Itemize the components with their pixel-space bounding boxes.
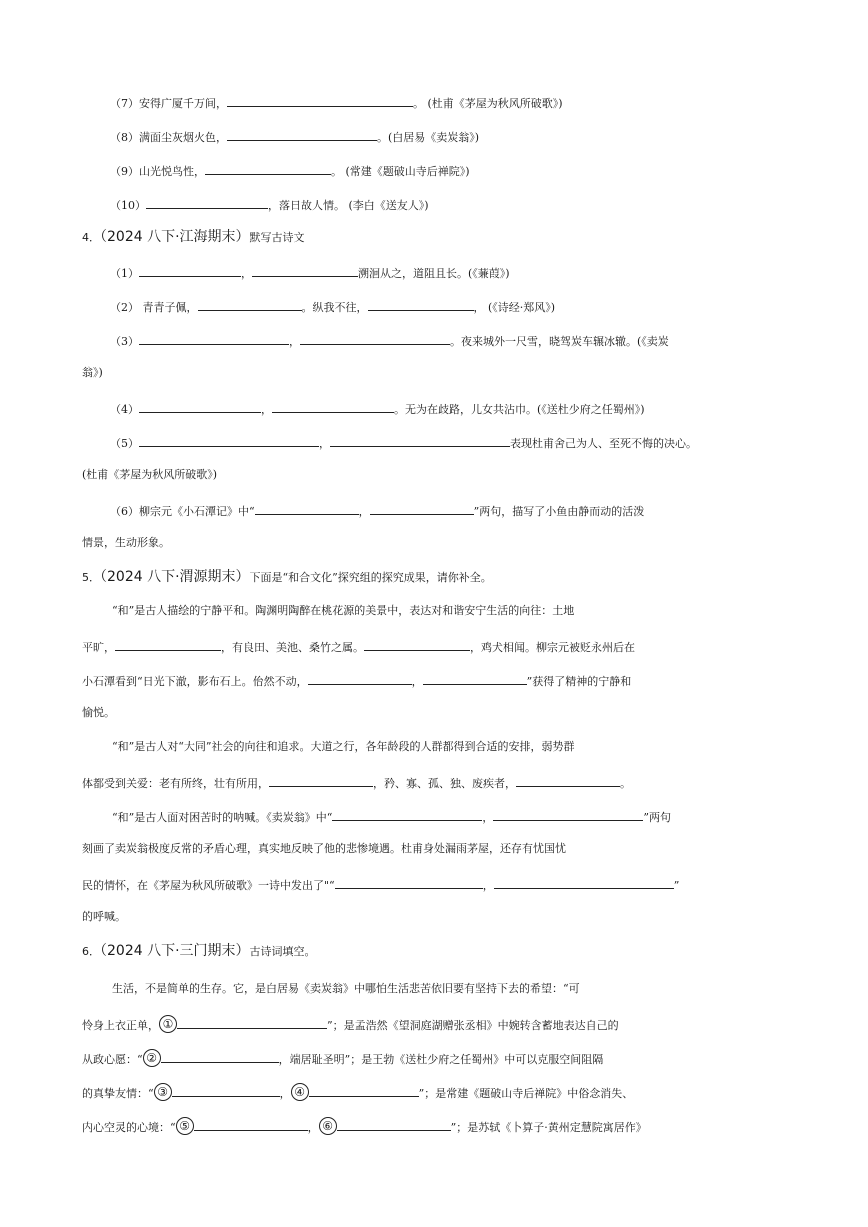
answer-blank[interactable] — [115, 635, 221, 651]
q6-line-3 — [0, 1047, 868, 1070]
text: （3） — [110, 335, 139, 348]
text: ， — [482, 811, 494, 824]
q6-header — [0, 941, 868, 962]
text: （8）满面尘灰烟火色， — [110, 131, 227, 144]
answer-blank[interactable] — [255, 499, 359, 515]
answer-blank[interactable] — [194, 1115, 308, 1131]
text: 。纵我不往， — [301, 301, 368, 314]
text: （10） — [110, 199, 146, 212]
q6-line-5 — [0, 1115, 868, 1138]
text: 从政心愿：“ — [82, 1053, 143, 1066]
q4-item-5 — [0, 431, 868, 454]
text: ， — [241, 267, 252, 280]
q5-paragraph-3 — [0, 839, 868, 859]
text: “和”是古人对“大同”社会的向往和追求。大道之行，各年龄段的人群都得到合适的安排，弱势群 — [112, 740, 575, 753]
q4-item-5-cont — [0, 465, 868, 485]
answer-blank[interactable] — [494, 873, 674, 889]
answer-blank[interactable] — [335, 873, 483, 889]
text: ，鸡犬相闻。柳宗元被贬永州后在 — [470, 641, 635, 654]
q5-paragraph-1 — [0, 635, 868, 658]
q4-item-6-cont — [0, 533, 868, 553]
answer-blank[interactable] — [205, 159, 331, 175]
text: 表现杜甫舍己为人、至死不悔的决心。 — [510, 437, 697, 450]
answer-blank[interactable] — [269, 771, 373, 787]
q4-header — [0, 227, 868, 248]
circled-number: ① — [159, 1015, 177, 1033]
text: 。 (杜甫《茅屋为秋风所破歌》) — [413, 97, 563, 110]
text: ”两句，描写了小鱼由静而动的活泼 — [473, 505, 645, 518]
q3-item-7 — [0, 91, 868, 114]
q4-item-2 — [0, 295, 868, 318]
q3-item-10 — [0, 193, 868, 216]
circled-number: ④ — [291, 1083, 309, 1101]
text: （6）柳宗元《小石潭记》中“ — [110, 505, 255, 518]
answer-blank[interactable] — [516, 771, 620, 787]
text: ”；是苏轼《卜算子·黄州定慧院寓居作》 — [450, 1121, 647, 1134]
question-stem: 古诗词填空。 — [249, 945, 316, 958]
text: 内心空灵的心境：“ — [82, 1121, 176, 1134]
text: ”；是孟浩然《望洞庭湖赠张丞相》中婉转含蓄地表达自己的 — [327, 1019, 619, 1032]
text: 刻画了卖炭翁极度反常的矛盾心理，真实地反映了他的悲惨境遇。杜甫身处漏雨茅屋，还存有忧国忧 — [82, 842, 566, 855]
answer-blank[interactable] — [423, 669, 527, 685]
text: 体都受到关爱：老有所终，壮有所用， — [82, 777, 269, 790]
answer-blank[interactable] — [139, 431, 319, 447]
text: ， — [411, 675, 423, 688]
text: 。夜来城外一尺雪，晓驾炭车辗冰辙。(《卖炭 — [450, 335, 669, 348]
circled-number: ⑤ — [176, 1117, 194, 1135]
text: (杜甫《茅屋为秋风所破歌》) — [82, 468, 218, 481]
text: ， — [319, 437, 330, 450]
text: “和”是古人描绘的宁静平和。陶渊明陶醉在桃花源的美景中，表达对和谐安宁生活的向往：土地 — [112, 604, 575, 617]
text: （1） — [110, 267, 139, 280]
q5-paragraph-3 — [0, 873, 868, 896]
question-number: 4． — [82, 231, 100, 244]
q6-line-2 — [0, 1013, 868, 1036]
answer-blank[interactable] — [139, 397, 261, 413]
q3-item-8 — [0, 125, 868, 148]
q6-line-1 — [0, 979, 868, 999]
q4-item-6 — [0, 499, 868, 522]
question-number: 6． — [82, 945, 100, 958]
text: ， — [307, 1121, 319, 1134]
text: 平旷， — [82, 641, 115, 654]
answer-blank[interactable] — [309, 1081, 419, 1097]
q4-item-3-cont — [0, 363, 868, 383]
q4-item-3 — [0, 329, 868, 352]
text: 。无为在歧路，儿女共沾巾。(《送杜少府之任蜀州》) — [394, 403, 645, 416]
text: ” — [673, 879, 680, 892]
answer-blank[interactable] — [227, 91, 413, 107]
text: （9）山光悦鸟性， — [110, 165, 205, 178]
answer-blank[interactable] — [332, 805, 482, 821]
text: 小石潭看到“日光下澈，影布石上。佁然不动， — [82, 675, 308, 688]
text: 。 (常建《题破山寺后禅院》) — [331, 165, 470, 178]
answer-blank[interactable] — [493, 805, 643, 821]
answer-blank[interactable] — [139, 329, 289, 345]
q3-item-9 — [0, 159, 868, 182]
answer-blank[interactable] — [252, 261, 358, 277]
q5-paragraph-1 — [0, 601, 868, 621]
question-stem: 下面是“和合文化”探究组的探究成果，请你补全。 — [249, 571, 492, 584]
text: 民的情怀，在《茅屋为秋风所破歌》一诗中发出了"“ — [82, 879, 335, 892]
q5-header — [0, 567, 868, 588]
text: （5） — [110, 437, 139, 450]
text: 的真挚友情：“ — [82, 1087, 154, 1100]
text: 溯洄从之，道阻且长。(《蒹葭》) — [358, 267, 510, 280]
answer-blank[interactable] — [146, 193, 268, 209]
text: （7）安得广厦千万间， — [110, 97, 227, 110]
text: 情景，生动形象。 — [82, 536, 170, 549]
answer-blank[interactable] — [308, 669, 412, 685]
answer-blank[interactable] — [177, 1013, 327, 1029]
q5-paragraph-1 — [0, 703, 868, 723]
q5-paragraph-3 — [0, 805, 868, 828]
text: “和”是古人面对困苦时的呐喊。《卖炭翁》中“ — [112, 811, 333, 824]
circled-number: ⑥ — [319, 1117, 337, 1135]
text: ”获得了精神的宁静和 — [526, 675, 632, 688]
q5-paragraph-1 — [0, 669, 868, 692]
text: ，有良田、美池、桑竹之属。 — [221, 641, 364, 654]
text: ， — [261, 403, 272, 416]
answer-blank[interactable] — [330, 431, 510, 447]
question-source: （2024 八下·三门期末） — [100, 943, 250, 959]
circled-number: ③ — [154, 1083, 172, 1101]
text: 。(白居易《卖炭翁》) — [377, 131, 480, 144]
text: ， — [289, 335, 300, 348]
text: 的呼喊。 — [82, 910, 126, 923]
text: ， — [482, 879, 494, 892]
question-source: （2024 八下·江海期末） — [100, 229, 250, 245]
text: 生活，不是简单的生存。它，是白居易《卖炭翁》中哪怕生活悲苦依旧要有坚持下去的希望：“可 — [112, 982, 580, 995]
text: ，端居耻圣明”；是王勃《送杜少府之任蜀州》中可以克服空间阻隔 — [278, 1053, 604, 1066]
question-number: 5． — [82, 571, 100, 584]
text: 愉悦。 — [82, 706, 115, 719]
q5-paragraph-3 — [0, 907, 868, 927]
text: 翁》) — [82, 366, 103, 379]
answer-blank[interactable] — [172, 1081, 280, 1097]
text: （2） 青青子佩， — [110, 301, 198, 314]
q6-line-4 — [0, 1081, 868, 1104]
question-source: （2024 八下·渭源期末） — [100, 569, 250, 585]
text: ， (《诗经·郑风》) — [473, 301, 556, 314]
q4-item-1 — [0, 261, 868, 284]
text: 怜身上衣正单， — [82, 1019, 159, 1032]
answer-blank[interactable] — [368, 295, 474, 311]
answer-blank[interactable] — [272, 397, 394, 413]
text: ”；是常建《题破山寺后禅院》中俗念消失、 — [418, 1087, 634, 1100]
answer-blank[interactable] — [161, 1047, 279, 1063]
answer-blank[interactable] — [337, 1115, 451, 1131]
text: ，矜、寡、孤、独、废疾者， — [373, 777, 516, 790]
text: ， — [358, 505, 370, 518]
answer-blank[interactable] — [300, 329, 450, 345]
circled-number: ② — [143, 1049, 161, 1067]
q4-item-4 — [0, 397, 868, 420]
answer-blank[interactable] — [364, 635, 470, 651]
text: ， — [279, 1087, 291, 1100]
text: ”两句 — [643, 811, 671, 824]
q5-paragraph-2 — [0, 771, 868, 794]
answer-blank[interactable] — [139, 261, 241, 277]
question-stem: 默写古诗文 — [249, 231, 305, 244]
answer-blank[interactable] — [227, 125, 377, 141]
text: 。 — [620, 777, 631, 790]
answer-blank[interactable] — [370, 499, 474, 515]
q5-paragraph-2 — [0, 737, 868, 757]
answer-blank[interactable] — [198, 295, 302, 311]
text: ，落日故人情。 (李白《送友人》) — [268, 199, 429, 212]
text: （4） — [110, 403, 139, 416]
